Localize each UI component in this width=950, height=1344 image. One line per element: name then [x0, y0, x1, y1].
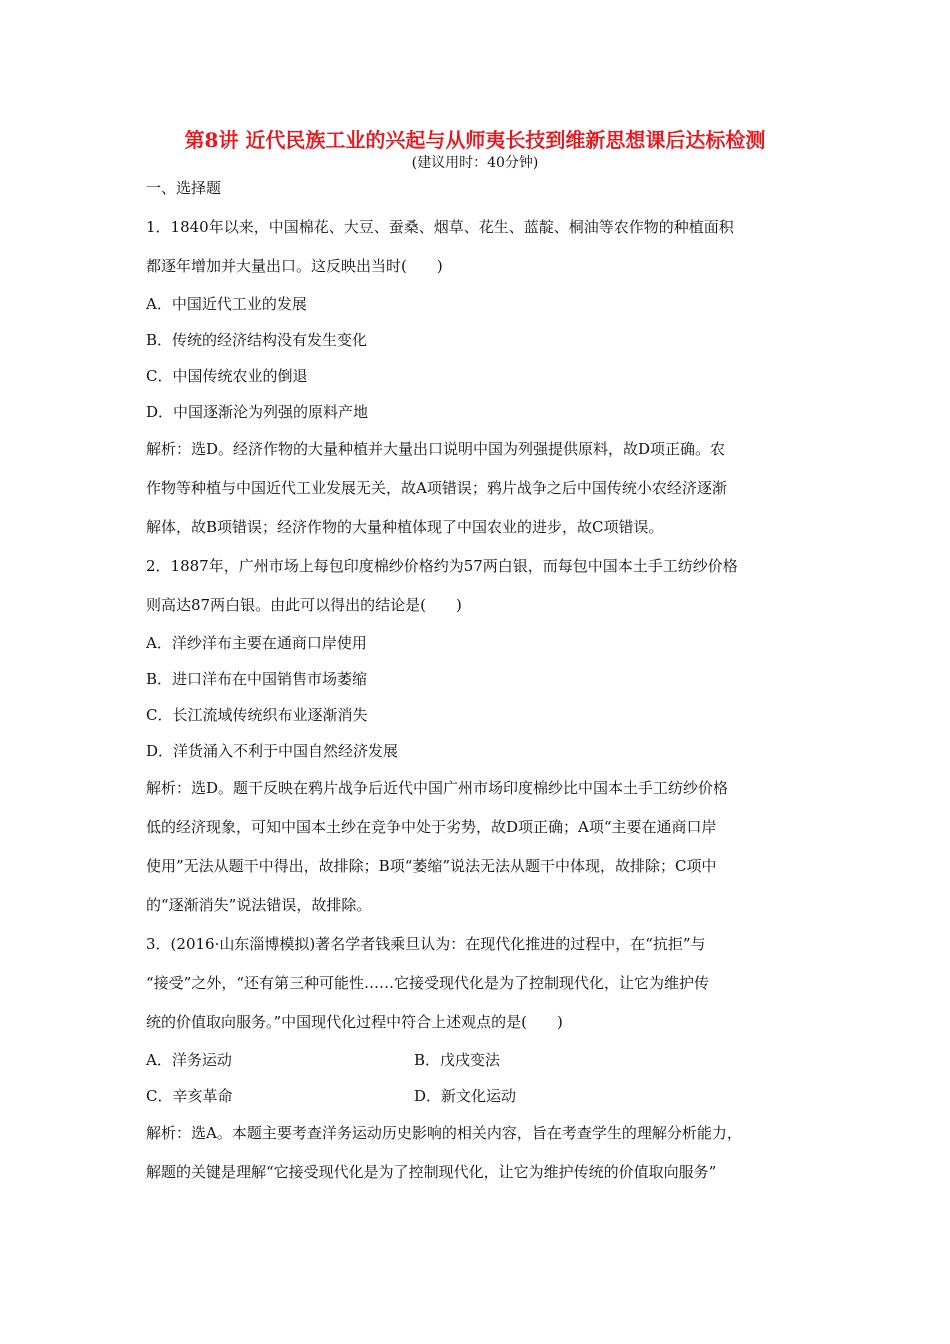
question-3-analysis	[146, 1114, 810, 1192]
analysis-line: 解析：选A。本题主要考查洋务运动历史影响的相关内容，旨在考查学生的理解分析能力，	[146, 1124, 742, 1142]
analysis-line: 解体，故B项错误；经济作物的大量种植体现了中国农业的进步，故C项错误。	[146, 518, 664, 536]
question-3-stem-line: 统的价值取向服务。”中国现代化过程中符合上述观点的是( )	[146, 1013, 563, 1031]
page-title: 第8讲 近代民族工业的兴起与从师夷长技到维新思想课后达标检测	[184, 128, 766, 152]
question-1-option-b: B．传统的经济结构没有发生变化	[146, 331, 368, 349]
analysis-line: 的“逐渐消失”说法错误，故排除。	[146, 896, 372, 914]
question-2-option-a: A．洋纱洋布主要在通商口岸使用	[146, 634, 367, 652]
question-2-analysis	[146, 769, 810, 925]
question-2-option-b: B．进口洋布在中国销售市场萎缩	[146, 670, 368, 688]
question-3-stem	[146, 925, 810, 1042]
question-1-analysis	[146, 430, 810, 547]
question-3-options-row	[146, 1042, 810, 1078]
analysis-line: 解析：选D。经济作物的大量种植并大量出口说明中国为列强提供原料，故D项正确。农	[146, 440, 726, 458]
analysis-line: 低的经济现象，可知中国本土纱在竞争中处于劣势，故D项正确；A项“主要在通商口岸	[146, 818, 717, 836]
question-3-stem-line: 3．(2016·山东淄博模拟)著名学者钱乘旦认为：在现代化推进的过程中，在“抗拒”与	[146, 935, 706, 953]
analysis-line: 解析：选D。题干反映在鸦片战争后近代中国广州市场印度棉纱比中国本土手工纺纱价格	[146, 779, 729, 797]
question-3-option-b: B．戊戌变法	[414, 1051, 501, 1069]
page-subtitle: (建议用时：40分钟)	[411, 155, 539, 171]
question-1-stem	[146, 208, 810, 286]
question-3-stem-line: “接受”之外，“还有第三种可能性……它接受现代化是为了控制现代化，让它为维护传	[146, 974, 710, 992]
question-1-stem-line: 都逐年增加并大量出口。这反映出当时( )	[146, 257, 443, 275]
analysis-line: 解题的关键是理解“它接受现代化是为了控制现代化，让它为维护传统的价值取向服务”	[146, 1163, 717, 1181]
question-2-option-c: C．长江流域传统织布业逐渐消失	[146, 706, 368, 724]
question-2-stem-line: 2．1887年，广州市场上每包印度棉纱价格约为57两白银，而每包中国本土手工纺纱价格	[146, 557, 738, 575]
question-1-option-c: C．中国传统农业的倒退	[146, 367, 308, 385]
question-2-stem	[146, 547, 810, 625]
analysis-line: 使用”无法从题干中得出，故排除；B项“萎缩”说法无法从题干中体现，故排除；C项中	[146, 857, 717, 875]
question-3-options-row	[146, 1078, 810, 1114]
question-3-option-a: A．洋务运动	[146, 1051, 232, 1069]
question-2-stem-line: 则高达87两白银。由此可以得出的结论是( )	[146, 596, 462, 614]
question-3-option-c: C．辛亥革命	[146, 1087, 233, 1105]
question-2-option-d: D．洋货涌入不利于中国自然经济发展	[146, 742, 399, 760]
question-1-stem-line: 1．1840年以来，中国棉花、大豆、蚕桑、烟草、花生、蓝靛、桐油等农作物的种植面积	[146, 218, 734, 236]
question-3-option-d: D．新文化运动	[414, 1087, 517, 1105]
document-body	[146, 176, 810, 1192]
section-heading: 一、选择题	[146, 179, 222, 197]
analysis-line: 作物等种植与中国近代工业发展无关，故A项错误；鸦片战争之后中国传统小农经济逐渐	[146, 479, 727, 497]
question-1-option-d: D．中国逐渐沦为列强的原料产地	[146, 403, 369, 421]
question-1-option-a: A．中国近代工业的发展	[146, 295, 307, 313]
